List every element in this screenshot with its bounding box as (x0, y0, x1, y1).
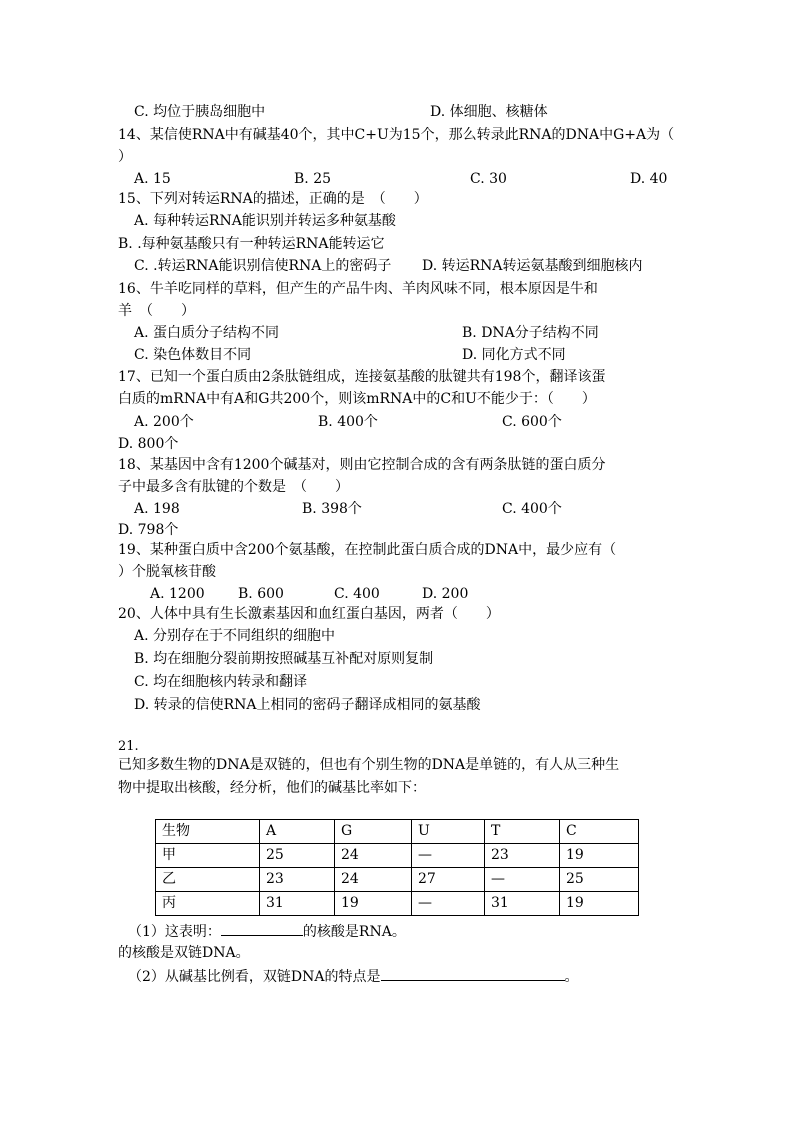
q18-option-c: C. 400个 (502, 501, 562, 517)
q13-option-d: D. 体细胞、核糖体 (430, 104, 548, 120)
q20-stem: 20、人体中具有生长激素基因和血红蛋白基因，两者（ ） (118, 606, 500, 622)
q19-option-b: B. 600 (238, 586, 284, 602)
table-header-cell: 生物 (156, 820, 260, 844)
table-cell: 23 (485, 844, 560, 868)
q17-stem-line1: 17、已知一个蛋白质由2条肽链组成，连接氨基酸的肽键共有198个，翻译该蛋 (118, 369, 606, 385)
table-cell: 丙 (156, 892, 260, 916)
q21-part1-suffix: 的核酸是RNA。 (302, 924, 406, 940)
table-header-row (156, 820, 639, 844)
table-header-cell: U (412, 820, 485, 844)
q16-stem-line1: 16、牛羊吃同样的草料，但产生的产品牛肉、羊肉风味不同，根本原因是牛和 (118, 281, 598, 297)
q21-intro-line1: 已知多数生物的DNA是双链的，但也有个别生物的DNA是单链的，有人从三种生 (118, 757, 620, 773)
table-header-cell: A (260, 820, 335, 844)
q14-option-d: D. 40 (630, 171, 668, 187)
table-cell: 27 (412, 868, 485, 892)
q14-stem-line1: 14、某信使RNA中有碱基40个，其中C+U为15个，那么转录此RNA的DNA中G+A为（ (118, 127, 675, 143)
table-row (156, 844, 639, 868)
q20-option-c: C. 均在细胞核内转录和翻译 (134, 674, 308, 690)
q19-option-c: C. 400 (334, 586, 380, 602)
q15-option-a: A. 每种转运RNA能识别并转运多种氨基酸 (134, 213, 396, 229)
q21-part2-answer-blank[interactable] (381, 966, 565, 981)
base-ratio-table (155, 819, 639, 916)
q19-stem-line1: 19、某种蛋白质中含200个氨基酸，在控制此蛋白质合成的DNA中，最少应有（ (118, 542, 617, 558)
q18-stem-line2: 子中最多含有肽键的个数是 （ ） (118, 479, 349, 495)
q16-option-b: B. DNA分子结构不同 (462, 325, 599, 341)
q18-stem-line1: 18、某基因中含有1200个碱基对，则由它控制合成的含有两条肽链的蛋白质分 (118, 457, 606, 473)
q19-stem-line2: ）个脱氧核苷酸 (118, 564, 216, 580)
table-cell: 24 (335, 868, 412, 892)
table-row (156, 892, 639, 916)
table-row (156, 868, 639, 892)
q21-intro-line2: 物中提取出核酸，经分析，他们的碱基比率如下： (118, 780, 426, 796)
q21-part1-line1 (128, 921, 406, 942)
q18-option-a: A. 198 (134, 501, 180, 517)
q15-option-c: C. .转运RNA能识别信使RNA上的密码子 (134, 258, 392, 274)
q20-option-b: B. 均在细胞分裂前期按照碱基互补配对原则复制 (134, 651, 434, 667)
table-cell: — (412, 844, 485, 868)
table-cell: 25 (560, 868, 639, 892)
q14-option-a: A. 15 (134, 171, 171, 187)
q15-option-d: D. 转运RNA转运氨基酸到细胞核内 (422, 258, 643, 274)
q17-option-a: A. 200个 (134, 414, 194, 430)
q21-part1-prefix: （1）这表明： (128, 924, 221, 940)
q17-stem-line2: 白质的mRNA中有A和G共200个，则该mRNA中的C和U不能少于：（ ） (118, 391, 596, 407)
table-cell: — (485, 868, 560, 892)
table-cell: 31 (260, 892, 335, 916)
q18-option-d: D. 798个 (118, 522, 179, 538)
table-cell: 25 (260, 844, 335, 868)
table-cell: 31 (485, 892, 560, 916)
q20-option-a: A. 分别存在于不同组织的细胞中 (134, 628, 336, 644)
q14-option-b: B. 25 (294, 171, 332, 187)
q16-option-a: A. 蛋白质分子结构不同 (134, 325, 280, 341)
q20-option-d: D. 转录的信使RNA上相同的密码子翻译成相同的氨基酸 (134, 697, 481, 713)
table-cell: 19 (560, 844, 639, 868)
q17-option-d: D. 800个 (118, 436, 179, 452)
q16-stem-line2: 羊 （ ） (118, 303, 195, 319)
q14-option-c: C. 30 (470, 171, 507, 187)
q16-option-d: D. 同化方式不同 (462, 347, 566, 363)
q13-option-c: C. 均位于胰岛细胞中 (134, 104, 266, 120)
q21-part1-answer-blank[interactable] (221, 921, 303, 936)
q21-part2-prefix: （2）从碱基比例看，双链DNA的特点是 (128, 969, 381, 985)
q21-part2-line (128, 966, 579, 987)
table-cell: 19 (335, 892, 412, 916)
q14-stem-line2: ） (118, 149, 132, 165)
q15-stem: 15、下列对转运RNA的描述，正确的是 （ ） (118, 191, 428, 207)
q19-option-d: D. 200 (422, 586, 469, 602)
q21-part1-line2: 的核酸是双链DNA。 (118, 945, 250, 961)
table-cell: — (412, 892, 485, 916)
q17-option-b: B. 400个 (318, 414, 378, 430)
table-cell: 24 (335, 844, 412, 868)
q18-option-b: B. 398个 (302, 501, 362, 517)
table-header-cell: T (485, 820, 560, 844)
q21-number: 21. (118, 739, 139, 754)
q19-option-a: A. 1200 (150, 586, 205, 602)
q16-option-c: C. 染色体数目不同 (134, 347, 252, 363)
table-cell: 甲 (156, 844, 260, 868)
table-cell: 乙 (156, 868, 260, 892)
table-header-cell: G (335, 820, 412, 844)
table-cell: 19 (560, 892, 639, 916)
q17-option-c: C. 600个 (502, 414, 562, 430)
q21-part2-suffix: 。 (564, 969, 579, 985)
table-cell: 23 (260, 868, 335, 892)
table-header-cell: C (560, 820, 639, 844)
q15-option-b: B. .每种氨基酸只有一种转运RNA能转运它 (118, 236, 385, 252)
